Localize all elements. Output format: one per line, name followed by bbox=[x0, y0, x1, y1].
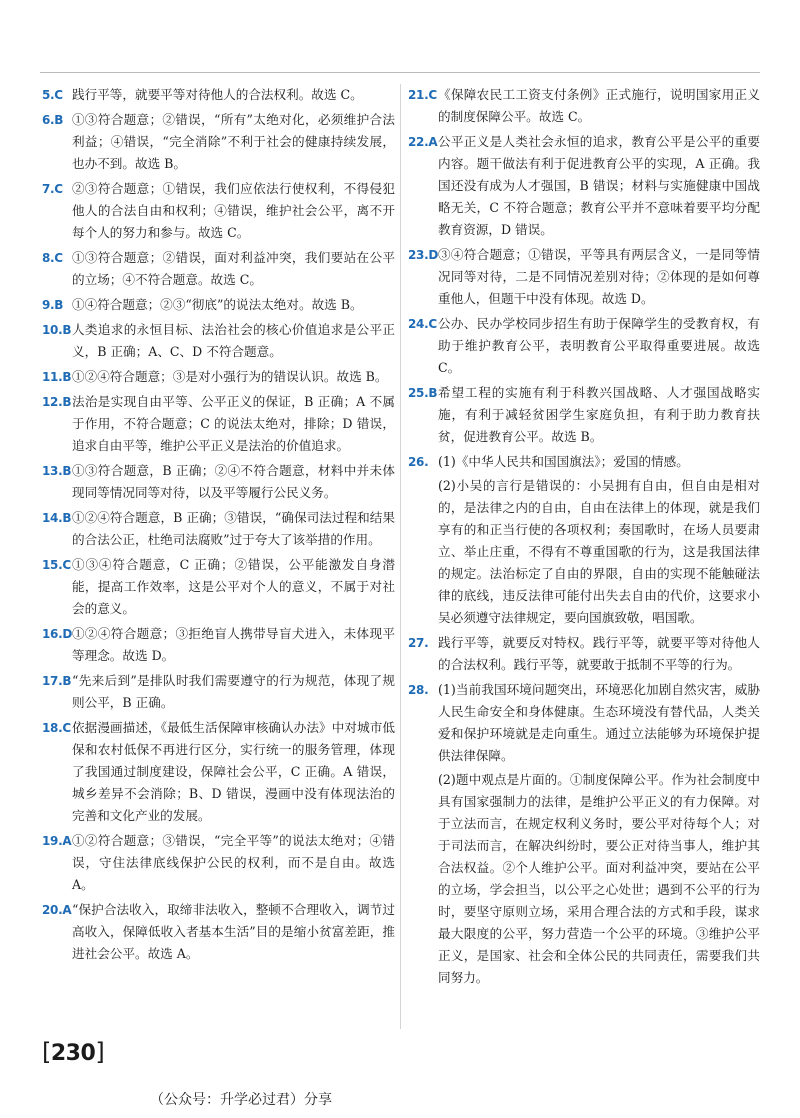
answer-entry bbox=[408, 313, 760, 379]
answer-entry bbox=[42, 623, 395, 667]
answer-entry bbox=[42, 830, 395, 896]
answer-entry bbox=[42, 670, 395, 714]
answer-number: 18.C bbox=[42, 721, 71, 735]
answer-entry bbox=[42, 366, 395, 388]
answer-number: 8.C bbox=[42, 251, 63, 265]
answer-text: ①②④符合题意；③是对小强行为的错误认识。故选 B。 bbox=[72, 369, 388, 384]
answer-text: ①③符合题意；②错误，“所有”太绝对化，必须维护合法利益；④错误，“完全消除”不利于社会的健康持续发展，也办不到。故选 B。 bbox=[72, 112, 395, 171]
answer-entry bbox=[42, 247, 395, 291]
answer-text: ①②④符合题意；③拒绝盲人携带导盲犬进入，未体现平等理念。故选 D。 bbox=[72, 626, 395, 663]
answer-entry bbox=[408, 679, 760, 989]
answer-entry bbox=[42, 507, 395, 551]
answer-number: 20.A bbox=[42, 903, 72, 917]
answer-paragraph: (1)当前我国环境问题突出，环境恶化加剧自然灾害，威胁人民生命安全和身体健康。生态环境没有替代品，人类关爱和保护环境就是走向重生。通过立法能够为环境保护提供法律保障。 bbox=[438, 682, 760, 763]
answer-entry bbox=[42, 294, 395, 316]
answer-text: ①④符合题意；②③“彻底”的说法太绝对。故选 B。 bbox=[72, 297, 363, 312]
answer-number: 11.B bbox=[42, 370, 72, 384]
answer-paragraph: 《保障农民工工资支付条例》正式施行，说明国家用正义的制度保障公平。故选 C。 bbox=[438, 87, 760, 124]
answer-entry bbox=[42, 178, 395, 244]
answer-paragraph: 践行平等，就要反对特权。践行平等，就要平等对待他人的合法权利。践行平等，就要敢于抵制不平等的行为。 bbox=[438, 635, 760, 672]
answer-number: 23.D bbox=[408, 248, 439, 262]
answer-paragraph: 公平正义是人类社会永恒的追求，教育公平是公平的重要内容。题干做法有利于促进教育公平的实现，A 正确。我国还没有成为人才强国，B 错误；材料与实施健康中国战略无关，C 不符合题意；教育公平并不意味着要平均分配教育资源，D 错误。 bbox=[438, 134, 760, 237]
answer-number: 12.B bbox=[42, 395, 72, 409]
answer-paragraph: (2)题中观点是片面的。①制度保障公平。作为社会制度中具有国家强制力的法律，是维护公平正义的有力保障。对于立法而言，在规定权利义务时，要公平对待每个人；对于司法而言，在解决纠纷时，要公正对待当事人，维护其合法权益。②个人维护公平。面对利益冲突，要站在公平的立场，学会担当，以公平之心处世；遇到不公平的行为时，要坚守原则立场，采用合理合法的方式和手段，谋求最大限度的公平，努力营造一个公平的环境。③维护公平正义，是国家、社会和全体公民的共同责任，需要我们共同努力。 bbox=[438, 772, 760, 985]
answer-column-left bbox=[42, 84, 395, 968]
answer-paragraph: 希望工程的实施有利于科教兴国战略、人才强国战略实施，有利于减轻贫困学生家庭负担，有利于助力教育扶贫，促进教育公平。故选 B。 bbox=[438, 385, 760, 444]
answer-entry bbox=[42, 460, 395, 504]
answer-entry bbox=[42, 319, 395, 363]
answer-entry bbox=[408, 632, 760, 676]
answer-text: 践行平等，就要平等对待他人的合法权利。故选 C。 bbox=[72, 87, 363, 102]
answer-paragraph: ③④符合题意；①错误，平等具有两层含义，一是同等情况同等对待，二是不同情况差别对待；②体现的是如何尊重他人，但题干中没有体现。故选 D。 bbox=[438, 247, 760, 306]
answer-entry bbox=[408, 244, 760, 310]
answer-number: 9.B bbox=[42, 298, 64, 312]
answer-number: 24.C bbox=[408, 317, 437, 331]
answer-column-right bbox=[408, 84, 760, 992]
answer-number: 26. bbox=[408, 455, 429, 469]
answer-text: 依据漫画描述，《最低生活保障审核确认办法》中对城市低保和农村低保不再进行区分，实行统一的服务管理，体现了我国通过制度建设，保障社会公平，C 正确。A 错误，城乡差异不会消除；B、D 错误，漫画中没有体现法治的完善和文化产业的发展。 bbox=[72, 720, 395, 823]
top-rule bbox=[40, 72, 760, 73]
answer-paragraph: (2)小吴的言行是错误的：小吴拥有自由，但自由是相对的，是法律之内的自由，自由在法律上的体现，就是我们享有的和正当行使的各项权利；奏国歌时，在场人员要肃立、举止庄重，不得有不尊重国歌的行为，这是我国法律的规定。法治标定了自由的界限，自由的实现不能触碰法律的底线，违反法律可能付出失去自由的代价，这要求小吴必须遵守法律规定，要向国旗致敬，唱国歌。 bbox=[438, 478, 760, 625]
answer-number: 6.B bbox=[42, 113, 64, 127]
answer-number: 13.B bbox=[42, 464, 72, 478]
answer-text: ①②④符合题意，B 正确；③错误，“确保司法过程和结果的合法公正，杜绝司法腐败”过于夸大了该举措的作用。 bbox=[72, 510, 395, 547]
answer-number: 19.A bbox=[42, 834, 72, 848]
answer-text: ①③④符合题意，C 正确；②错误，公平能激发自身潜能，提高工作效率，这是公平对个人的意义，不属于对社会的意义。 bbox=[72, 557, 395, 616]
answer-text: ①③符合题意；②错误，面对利益冲突，我们要站在公平的立场；④不符合题意。故选 C。 bbox=[72, 250, 395, 287]
page-number: [230] bbox=[42, 1038, 105, 1066]
page-number-value: 230 bbox=[50, 1041, 96, 1066]
answer-entry bbox=[42, 109, 395, 175]
answer-text: ①③符合题意，B 正确；②④不符合题意，材料中并未体现同等情况同等对待，以及平等履行公民义务。 bbox=[72, 463, 395, 500]
answer-text: ①②符合题意；③错误，“完全平等”的说法太绝对；④错误，守住法律底线保护公民的权利，而不是自由。故选 A。 bbox=[72, 833, 395, 892]
answer-text: “先来后到”是排队时我们需要遵守的行为规范，体现了规则公平，B 正确。 bbox=[72, 673, 395, 710]
answer-entry bbox=[42, 554, 395, 620]
answer-entry bbox=[42, 84, 395, 106]
answer-text: “保护合法收入，取缔非法收入，整顿不合理收入，调节过高收入，保障低收入者基本生活”目的是缩小贫富差距，推进社会公平。故选 A。 bbox=[72, 902, 395, 961]
answer-paragraph: 公办、民办学校同步招生有助于保障学生的受教育权，有助于维护教育公平，表明教育公平取得重要进展。故选 C。 bbox=[438, 316, 760, 375]
answer-entry bbox=[408, 382, 760, 448]
answer-number: 5.C bbox=[42, 88, 63, 102]
answer-number: 14.B bbox=[42, 511, 72, 525]
answer-number: 16.D bbox=[42, 627, 73, 641]
answer-number: 22.A bbox=[408, 135, 438, 149]
answer-number: 17.B bbox=[42, 674, 72, 688]
answer-entry bbox=[408, 84, 760, 128]
answer-number: 27. bbox=[408, 636, 429, 650]
answer-entry bbox=[408, 131, 760, 241]
answer-entry bbox=[42, 899, 395, 965]
answer-text: ②③符合题意；①错误，我们应依法行使权利，不得侵犯他人的合法自由和权利；④错误，维护社会公平，离不开每个人的努力和参与。故选 C。 bbox=[72, 181, 395, 240]
answer-number: 21.C bbox=[408, 88, 437, 102]
answer-entry bbox=[42, 717, 395, 827]
answer-number: 10.B bbox=[42, 323, 72, 337]
answer-text: 人类追求的永恒目标、法治社会的核心价值追求是公平正义，B 正确；A、C、D 不符合题意。 bbox=[72, 322, 395, 359]
answer-text: 法治是实现自由平等、公平正义的保证，B 正确；A 不属于作用，不符合题意；C 的说法太绝对，排除；D 错误，追求自由平等，维护公平正义是法治的价值追求。 bbox=[72, 394, 395, 453]
answer-entry bbox=[42, 391, 395, 457]
answer-number: 25.B bbox=[408, 386, 438, 400]
answer-number: 7.C bbox=[42, 182, 63, 196]
answer-number: 28. bbox=[408, 683, 429, 697]
answer-number: 15.C bbox=[42, 558, 71, 572]
answer-paragraph: (1)《中华人民共和国国旗法》；爱国的情感。 bbox=[438, 454, 689, 469]
column-divider bbox=[400, 84, 401, 1029]
footer-share-note: （公众号：升学必过君）分享 bbox=[150, 1092, 332, 1108]
answer-entry bbox=[408, 451, 760, 629]
